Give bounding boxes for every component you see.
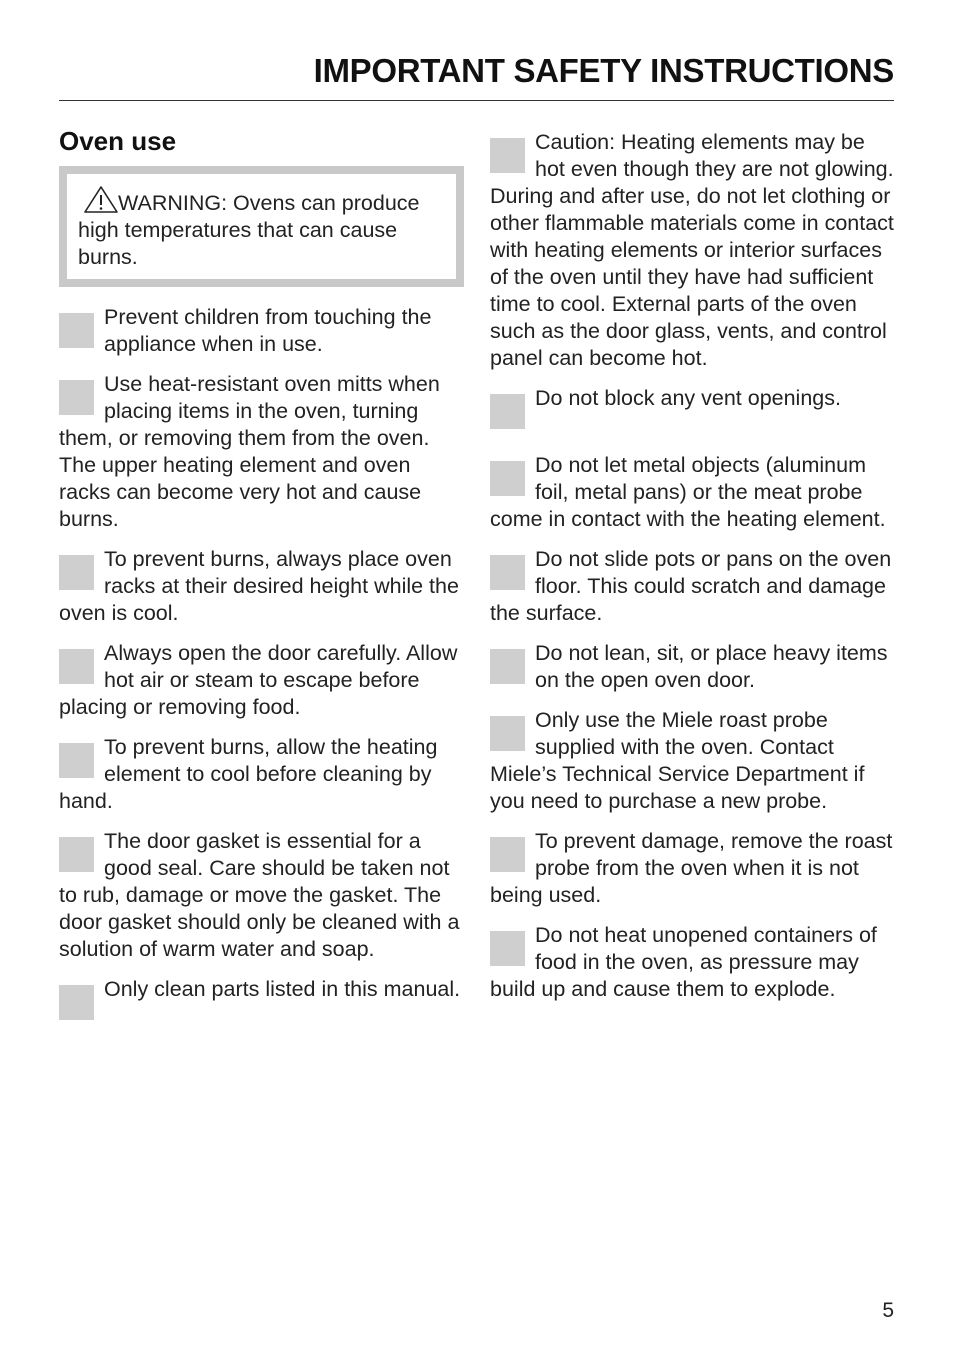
page-number: 5	[882, 1299, 894, 1322]
safety-item: Caution: Heating elements may be hot even though they are not glowing. During and after use, do not let clothing or other flammable materials come in contact with heating elements or interior surfaces of the oven until they have had sufficient time to cool. External parts of the oven such as the door glass, vents, and control panel can become hot.	[490, 130, 894, 370]
bullet-square	[490, 649, 525, 684]
warning-triangle-icon	[84, 186, 118, 213]
section-heading: Oven use	[59, 126, 177, 156]
bullet-square	[490, 394, 525, 429]
bullet-square	[490, 716, 525, 751]
warning-text: WARNING: Ovens can produce high temperatures that can cause burns.	[78, 191, 420, 269]
bullet-square	[490, 555, 525, 590]
safety-item: Always open the door carefully. Allow hot air or steam to escape before placing or removing food.	[59, 641, 458, 719]
bullet-square	[59, 649, 94, 684]
safety-item: To prevent burns, allow the heating element to cool before cleaning by hand.	[59, 735, 438, 813]
page-title: IMPORTANT SAFETY INSTRUCTIONS	[313, 52, 894, 89]
safety-item: Do not heat unopened containers of food in the oven, as pressure may build up and cause them to explode.	[490, 923, 877, 1001]
safety-item: To prevent damage, remove the roast probe from the oven when it is not being used.	[490, 829, 893, 907]
bullet-square	[490, 138, 525, 173]
bullet-square	[59, 985, 94, 1020]
left-column	[59, 126, 463, 1043]
bullet-square	[490, 931, 525, 966]
safety-item: To prevent burns, always place oven racks at their desired height while the oven is cool.	[59, 547, 459, 625]
safety-item: Only clean parts listed in this manual.	[59, 976, 463, 1030]
bullet-square	[490, 461, 525, 496]
safety-item: Do not slide pots or pans on the oven floor. This could scratch and damage the surface.	[490, 547, 892, 625]
title-divider	[59, 100, 894, 101]
bullet-square	[59, 555, 94, 590]
safety-item: Do not let metal objects (aluminum foil, metal pans) or the meat probe come in contact with the heating element.	[490, 453, 886, 531]
bullet-square	[59, 837, 94, 872]
right-column	[490, 129, 894, 1016]
safety-item: The door gasket is essential for a good seal. Care should be taken not to rub, damage or move the gasket. The door gasket should only be cleaned with a solution of warm water and soap.	[59, 829, 460, 961]
safety-item: Only use the Miele roast probe supplied with the oven. Contact Miele’s Technical Service Department if you need to purchase a new probe.	[490, 708, 865, 813]
safety-item: Use heat-resistant oven mitts when placing items in the oven, turning them, or removing them from the oven. The upper heating element and oven racks can become very hot and cause burns.	[59, 372, 440, 531]
warning-box	[59, 166, 464, 287]
bullet-square	[490, 837, 525, 872]
bullet-square	[59, 743, 94, 778]
safety-item: Prevent children from touching the appliance when in use.	[59, 304, 463, 358]
bullet-square	[59, 380, 94, 415]
safety-item: Do not lean, sit, or place heavy items on the open oven door.	[490, 640, 894, 694]
bullet-square	[59, 313, 94, 348]
safety-item: Do not block any vent openings.	[490, 385, 894, 439]
